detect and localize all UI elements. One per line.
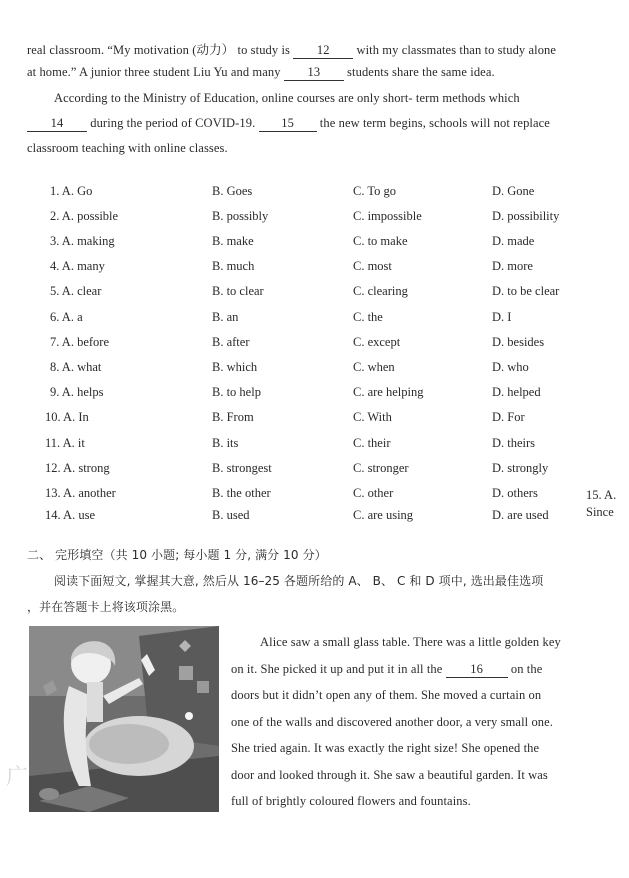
option-4-c: C. most xyxy=(353,259,392,273)
option-7-c: C. except xyxy=(353,335,401,349)
option-12-d: D. strongly xyxy=(492,461,549,475)
story-line-3: doors but it didn’t open any of them. She moved a curtain on xyxy=(231,688,542,702)
option-1-a: 1. A. Go xyxy=(50,184,93,198)
option-8-b: B. which xyxy=(212,360,258,374)
option-5-d: D. to be clear xyxy=(492,284,560,298)
option-3-a: 3. A. making xyxy=(50,234,115,248)
option-8-c: C. when xyxy=(353,360,395,374)
option-6-d: D. I xyxy=(492,310,512,324)
option-6-c: C. the xyxy=(353,310,383,324)
option-15-a-text: Since xyxy=(586,505,614,519)
option-11-d: D. theirs xyxy=(492,436,536,450)
section-2-heading: 二、 完形填空（共 10 小题; 每小题 1 分, 满分 10 分） xyxy=(27,548,327,562)
story-line-2 xyxy=(231,662,542,678)
option-7-a: 7. A. before xyxy=(50,335,110,349)
section-2-instruction-cont: ，并在答题卡上将该项涂黑。 xyxy=(27,600,185,614)
option-12-b: B. strongest xyxy=(212,461,272,475)
option-7-d: D. besides xyxy=(492,335,545,349)
option-8-a: 8. A. what xyxy=(50,360,102,374)
option-11-a: 11. A. it xyxy=(45,436,85,450)
option-14-c: C. are using xyxy=(353,508,414,522)
option-10-a: 10. A. In xyxy=(45,410,89,424)
passage-text: during the period of COVID-19. xyxy=(87,116,259,130)
option-6-b: B. an xyxy=(212,310,239,324)
option-12-c: C. stronger xyxy=(353,461,409,475)
option-15-a: 15. A. xyxy=(586,488,617,502)
option-11-b: B. its xyxy=(212,436,239,450)
option-9-c: C. are helping xyxy=(353,385,424,399)
blank-14: 14 xyxy=(27,116,87,132)
passage-text: real classroom. “My motivation (动力） to study is xyxy=(27,43,294,57)
option-5-b: B. to clear xyxy=(212,284,264,298)
option-2-c: C. impossible xyxy=(353,209,422,223)
option-4-d: D. more xyxy=(492,259,533,273)
story-text: on it. She picked it up and put it in all the xyxy=(231,662,446,676)
option-3-d: D. made xyxy=(492,234,535,248)
blank-13: 13 xyxy=(284,65,344,81)
option-4-a: 4. A. many xyxy=(50,259,105,273)
story-line-1: Alice saw a small glass table. There was a little golden key xyxy=(260,635,561,649)
option-4-b: B. much xyxy=(212,259,255,273)
option-9-b: B. to help xyxy=(212,385,261,399)
option-2-a: 2. A. possible xyxy=(50,209,119,223)
option-3-c: C. to make xyxy=(353,234,408,248)
alice-illustration xyxy=(29,626,219,812)
passage-text: students share the same idea. xyxy=(343,65,495,79)
story-line-7: full of brightly coloured flowers and fountains. xyxy=(231,794,471,808)
option-6-a: 6. A. a xyxy=(50,310,83,324)
option-2-b: B. possibly xyxy=(212,209,269,223)
blank-12: 12 xyxy=(293,43,353,59)
option-1-b: B. Goes xyxy=(212,184,253,198)
option-1-d: D. Gone xyxy=(492,184,535,198)
section-2-instruction: 阅读下面短文, 掌握其大意, 然后从 16–25 各题所给的 A、 B、 C 和 D 项中, 选出最佳选项 xyxy=(54,574,544,588)
passage-text: the new term begins, schools will not replace xyxy=(316,116,550,130)
story-line-5: She tried again. It was exactly the right size! She opened the xyxy=(231,741,540,755)
option-14-a: 14. A. use xyxy=(45,508,95,522)
option-8-d: D. who xyxy=(492,360,529,374)
option-12-a: 12. A. strong xyxy=(45,461,110,475)
option-5-c: C. clearing xyxy=(353,284,408,298)
option-9-d: D. helped xyxy=(492,385,541,399)
option-13-b: B. the other xyxy=(212,486,271,500)
alice-drawing xyxy=(29,626,219,812)
option-13-c: C. other xyxy=(353,486,394,500)
option-13-a: 13. A. another xyxy=(45,486,116,500)
story-line-6: door and looked through it. She saw a beautiful garden. It was xyxy=(231,768,548,782)
option-13-d: D. others xyxy=(492,486,538,500)
passage-line-2 xyxy=(27,65,495,81)
option-5-a: 5. A. clear xyxy=(50,284,102,298)
option-9-a: 9. A. helps xyxy=(50,385,104,399)
passage-line-3: According to the Ministry of Education, online courses are only short- term methods which xyxy=(54,91,520,105)
passage-line-4 xyxy=(27,116,550,132)
blank-16: 16 xyxy=(446,662,508,678)
passage-text: with my classmates than to study alone xyxy=(353,43,557,57)
option-14-b: B. used xyxy=(212,508,250,522)
option-14-d: D. are used xyxy=(492,508,549,522)
story-text: on the xyxy=(507,662,543,676)
passage-line-1 xyxy=(27,40,556,59)
option-7-b: B. after xyxy=(212,335,250,349)
option-11-c: C. their xyxy=(353,436,391,450)
passage-text: at home.” A junior three student Liu Yu and many xyxy=(27,65,284,79)
option-1-c: C. To go xyxy=(353,184,396,198)
option-2-d: D. possibility xyxy=(492,209,560,223)
option-10-b: B. From xyxy=(212,410,254,424)
story-line-4: one of the walls and discovered another door, a very small one. xyxy=(231,715,554,729)
option-10-d: D. For xyxy=(492,410,525,424)
passage-line-5: classroom teaching with online classes. xyxy=(27,141,228,155)
watermark-char: 广 xyxy=(6,765,29,790)
option-3-b: B. make xyxy=(212,234,254,248)
blank-15: 15 xyxy=(259,116,317,132)
option-10-c: C. With xyxy=(353,410,392,424)
